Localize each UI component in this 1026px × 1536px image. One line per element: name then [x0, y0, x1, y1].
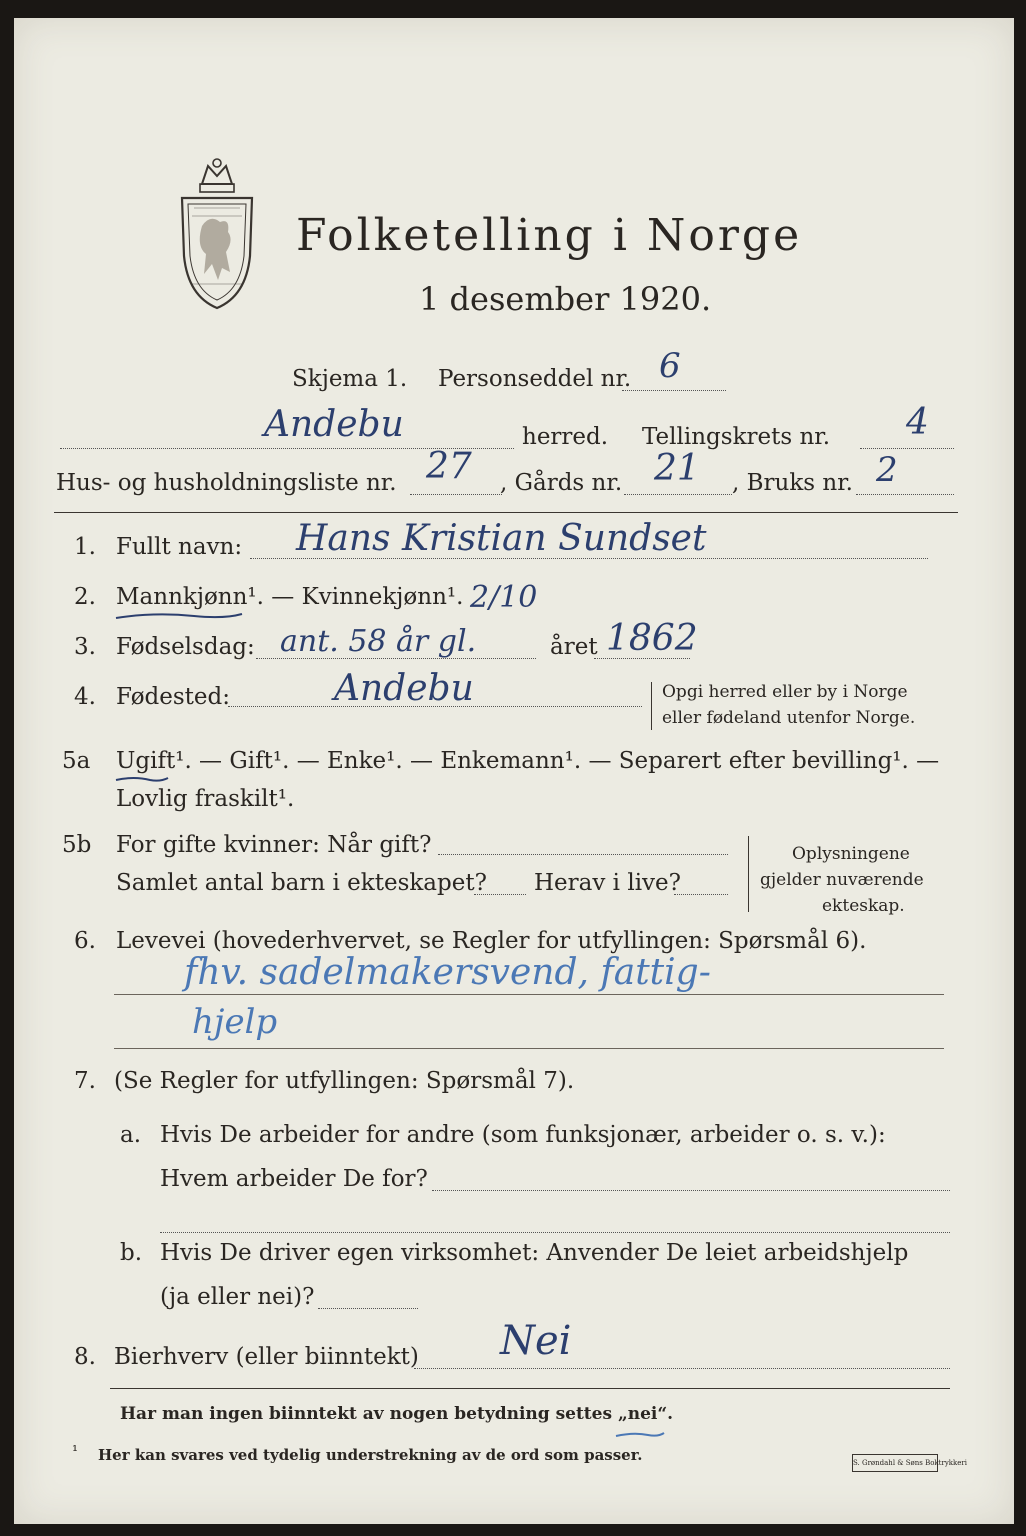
birthdate-value[interactable]: ant. 58 år gl. [280, 624, 477, 659]
q5a-line1: Ugift¹. — Gift¹. — Enke¹. — Enkemann¹. — Separert efter bevilling¹. — [116, 748, 940, 774]
q7b-number: b. [120, 1240, 143, 1266]
q8-number: 8. [74, 1344, 96, 1370]
ugift-underline [114, 774, 170, 786]
q5b-note-3: ekteskap. [822, 896, 905, 916]
secondary-income-value[interactable]: Nei [500, 1318, 572, 1364]
q2-label: Mannkjønn¹. — Kvinnekjønn¹. [116, 584, 464, 610]
hus-value[interactable]: 27 [426, 446, 472, 487]
footer-divider [110, 1388, 950, 1389]
q5a-line2: Lovlig fraskilt¹. [116, 786, 295, 812]
q3-number: 3. [74, 634, 96, 660]
form-date: 1 desember 1920. [419, 280, 712, 318]
herred-value[interactable]: Andebu [264, 404, 404, 445]
q5b-note-1: Oplysningene [792, 844, 910, 864]
q4-note-1: Opgi herred eller by i Norge [662, 682, 908, 702]
q6-label: Levevei (hovederhvervet, se Regler for utfyllingen: Spørsmål 6). [116, 928, 867, 954]
header-divider [54, 512, 958, 513]
personseddel-label: Personseddel nr. [438, 366, 632, 392]
form-title: Folketelling i Norge [296, 210, 803, 261]
q7b-label-2: (ja eller nei)? [160, 1284, 315, 1310]
schema-label: Skjema 1. [292, 366, 408, 392]
q3-year-label: året [550, 634, 598, 660]
q4-number: 4. [74, 684, 96, 710]
census-form-page [14, 18, 1014, 1524]
birthplace-value[interactable]: Andebu [334, 668, 474, 709]
q5b-label-2: Samlet antal barn i ekteskapet? [116, 870, 487, 896]
full-name-value[interactable]: Hans Kristian Sundset [296, 518, 707, 559]
q2-extra-value[interactable]: 2/10 [470, 580, 538, 615]
birth-year-value[interactable]: 1862 [606, 618, 698, 659]
q1-label: Fullt navn: [116, 534, 243, 560]
coat-of-arms-icon [172, 156, 262, 316]
q7a-label-1: Hvis De arbeider for andre (som funksjonær, arbeider o. s. v.): [160, 1122, 886, 1148]
bruks-label: , Bruks nr. [732, 470, 853, 496]
q8-label: Bierhverv (eller biinntekt) [114, 1344, 419, 1370]
q2-number: 2. [74, 584, 96, 610]
mannkjonn-underline [114, 610, 244, 624]
tellingskrets-label: Tellingskrets nr. [642, 424, 831, 450]
footer-note: Har man ingen biinntekt av nogen betydning settes „nei“. [120, 1404, 674, 1424]
q7a-number: a. [120, 1122, 142, 1148]
occupation-value-1[interactable]: fhv. sadelmakersvend, fattig- [184, 952, 711, 993]
footnote-text: Her kan svares ved tydelig understrekning av de ord som passer. [98, 1446, 643, 1464]
q1-number: 1. [74, 534, 96, 560]
footnote-mark: ¹ [72, 1442, 79, 1460]
q5b-number: 5b [62, 832, 92, 858]
q7-label: (Se Regler for utfyllingen: Spørsmål 7). [114, 1068, 575, 1094]
q5b-label-1: For gifte kvinner: Når gift? [116, 832, 432, 858]
q4-label: Fødested: [116, 684, 231, 710]
personseddel-value[interactable]: 6 [659, 346, 681, 386]
printer-stamp: S. Grøndahl & Søns Boktrykkeri [852, 1454, 938, 1472]
nei-underline [614, 1430, 666, 1440]
tellingskrets-value[interactable]: 4 [906, 402, 929, 443]
q3-label: Fødselsdag: [116, 634, 255, 660]
q7-number: 7. [74, 1068, 96, 1094]
q6-number: 6. [74, 928, 96, 954]
occupation-value-2[interactable]: hjelp [192, 1002, 278, 1042]
q7a-label-2: Hvem arbeider De for? [160, 1166, 428, 1192]
gards-label: , Gårds nr. [500, 470, 623, 496]
q7b-label-1: Hvis De driver egen virksomhet: Anvender De leiet arbeidshjelp [160, 1240, 909, 1266]
q5b-label-3: Herav i live? [534, 870, 681, 896]
q5a-number: 5a [62, 748, 91, 774]
gards-value[interactable]: 21 [654, 448, 700, 489]
hus-label: Hus- og husholdningsliste nr. [56, 470, 397, 496]
q5b-note-2: gjelder nuværende [760, 870, 924, 890]
q4-note-2: eller fødeland utenfor Norge. [662, 708, 916, 728]
bruks-value[interactable]: 2 [876, 450, 898, 490]
herred-label: herred. [522, 424, 609, 450]
